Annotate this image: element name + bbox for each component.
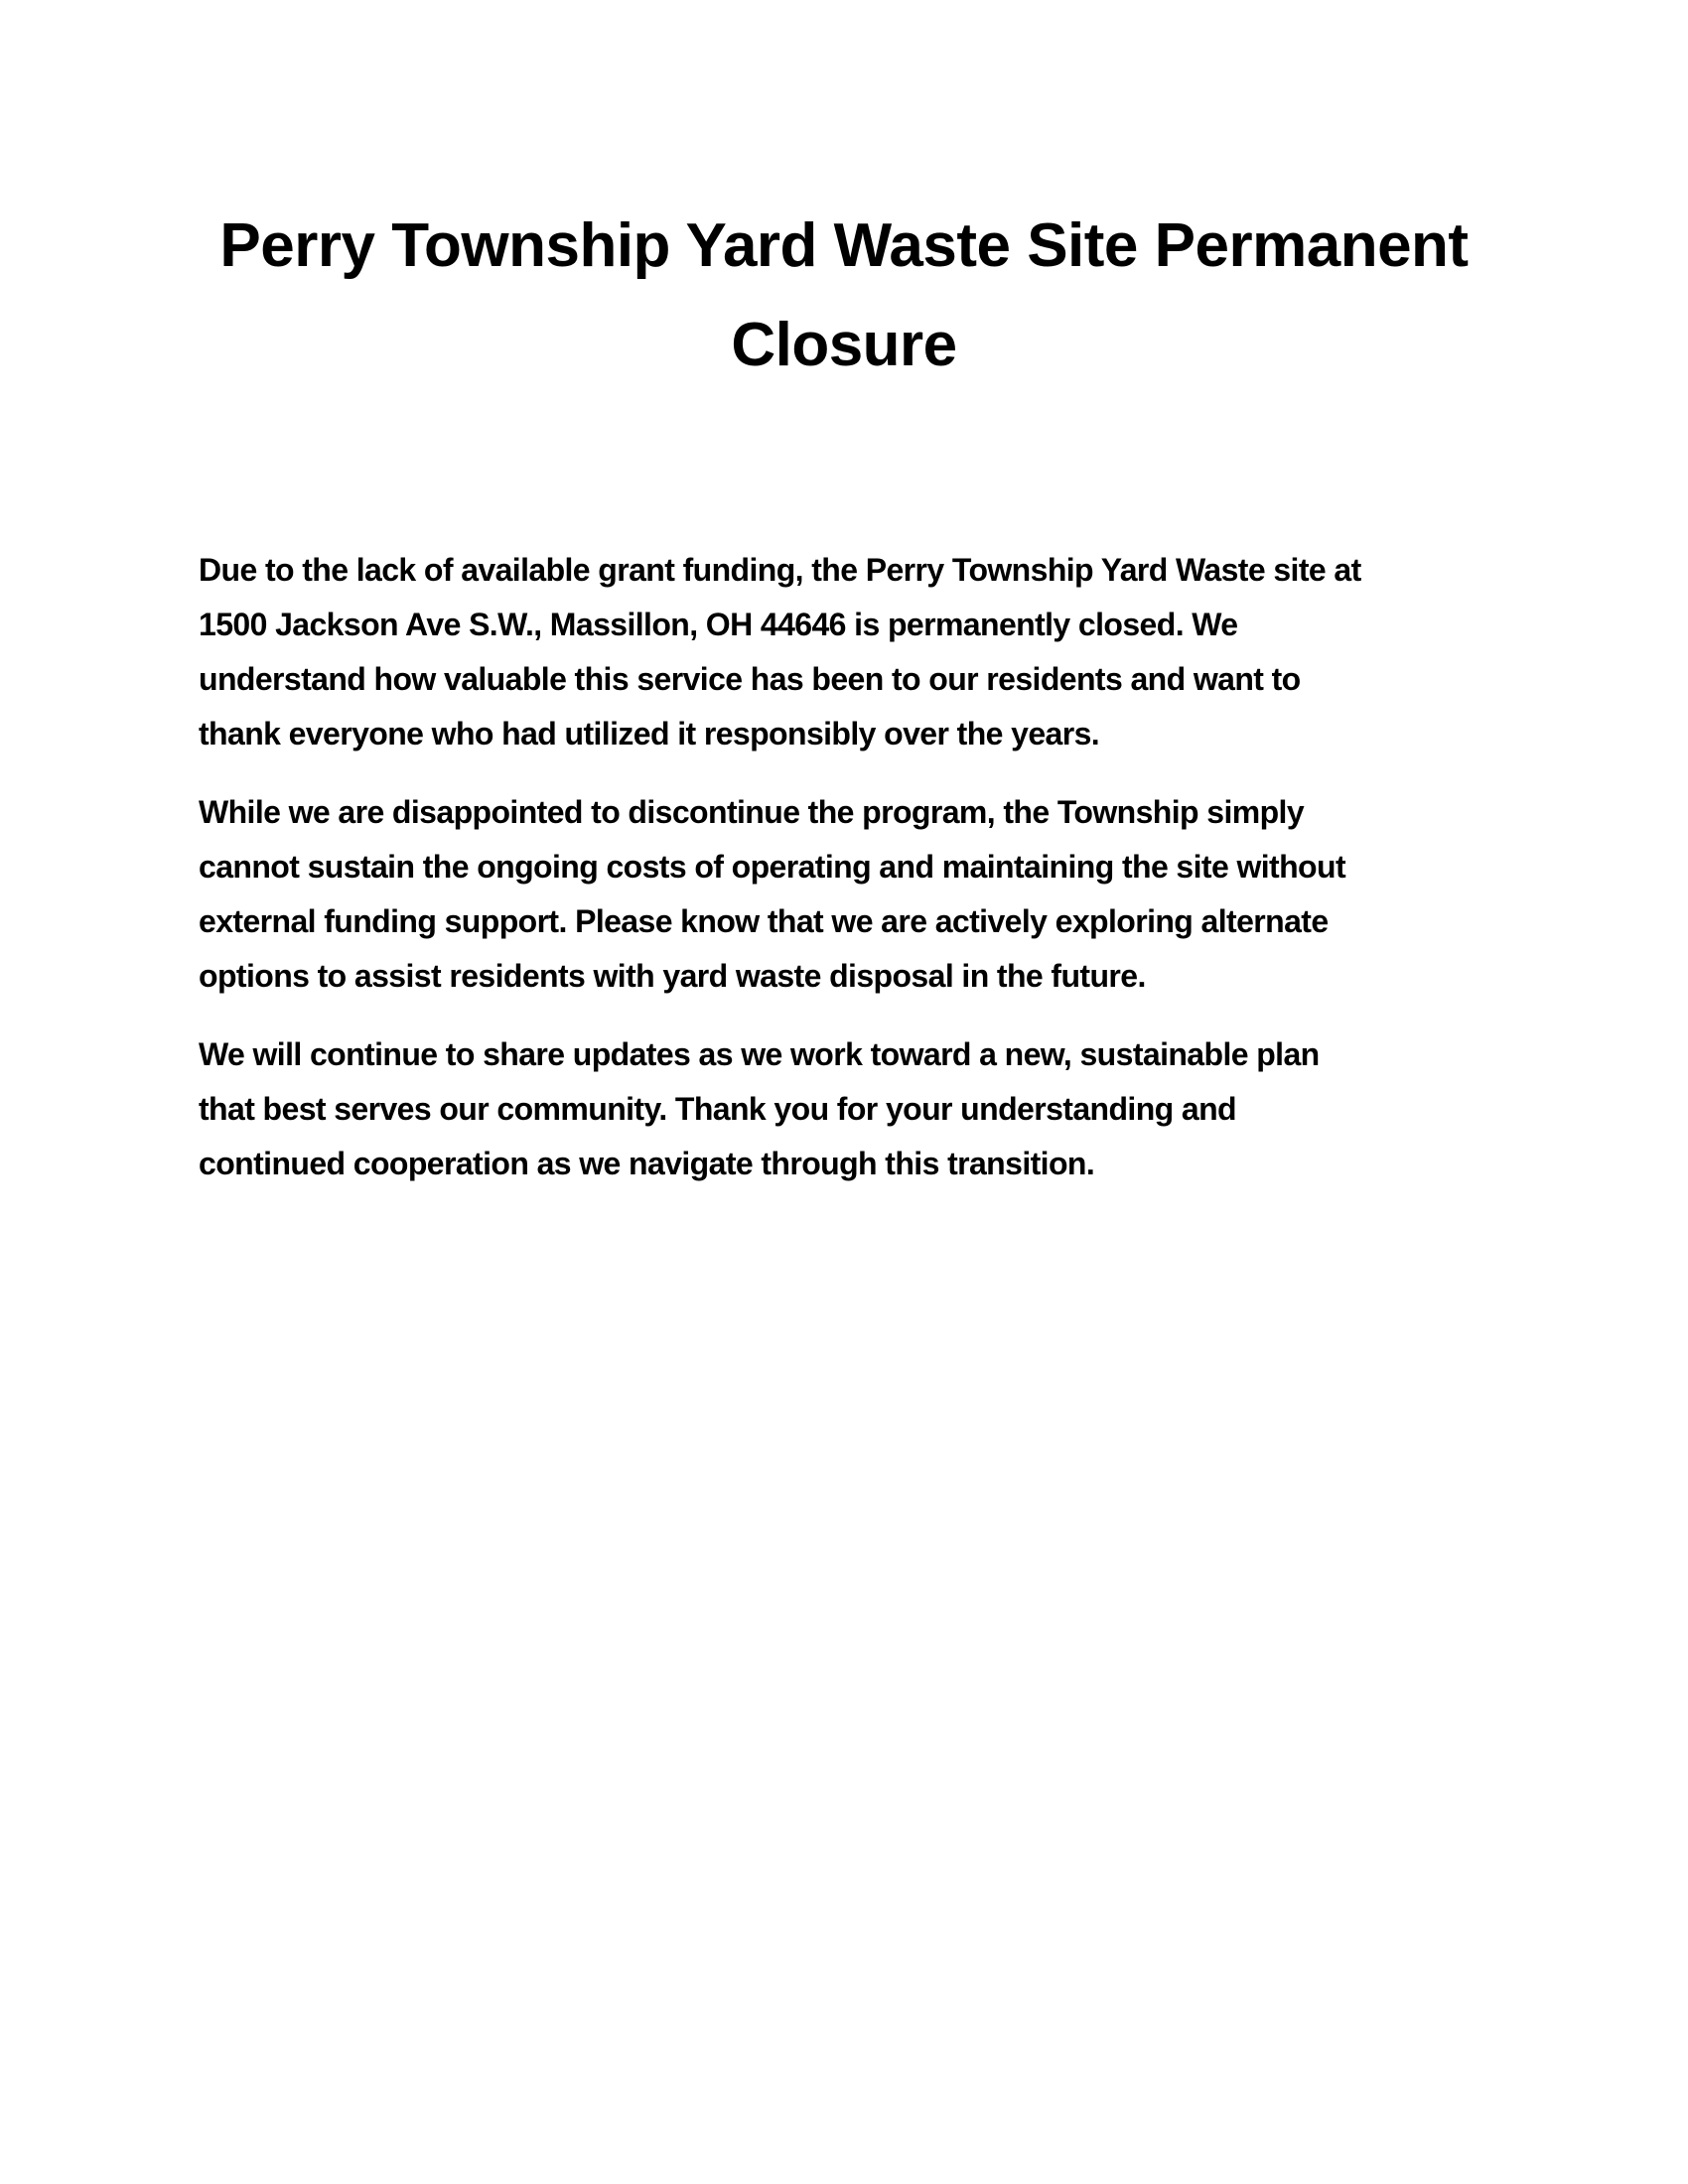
paragraph-future-updates (199, 1027, 1489, 1191)
text-line: cannot sustain the ongoing costs of operating and maintaining the site without (199, 849, 1345, 885)
text-line: While we are disappointed to discontinue the program, the Township simply (199, 794, 1305, 830)
text-line: options to assist residents with yard waste disposal in the future. (199, 958, 1146, 994)
text-line: Due to the lack of available grant funding, the Perry Township Yard Waste site at (199, 552, 1361, 588)
text-line: understand how valuable this service has been to our residents and want to (199, 661, 1301, 697)
document-title (149, 197, 1539, 395)
paragraph-funding-explanation (199, 785, 1489, 1004)
text-line: We will continue to share updates as we work toward a new, sustainable plan (199, 1036, 1320, 1072)
paragraph-closure-notice (199, 543, 1489, 761)
document-body (199, 543, 1489, 1215)
title-line: Perry Township Yard Waste Site Permanent (219, 211, 1469, 280)
text-line: continued cooperation as we navigate through this transition. (199, 1146, 1095, 1181)
text-line: that best serves our community. Thank you for your understanding and (199, 1091, 1236, 1127)
text-line: 1500 Jackson Ave S.W., Massillon, OH 44646 is permanently closed. We (199, 607, 1238, 642)
text-line: thank everyone who had utilized it responsibly over the years. (199, 716, 1100, 751)
text-line: external funding support. Please know that we are actively exploring alternate (199, 903, 1329, 939)
title-line: Closure (731, 311, 957, 379)
